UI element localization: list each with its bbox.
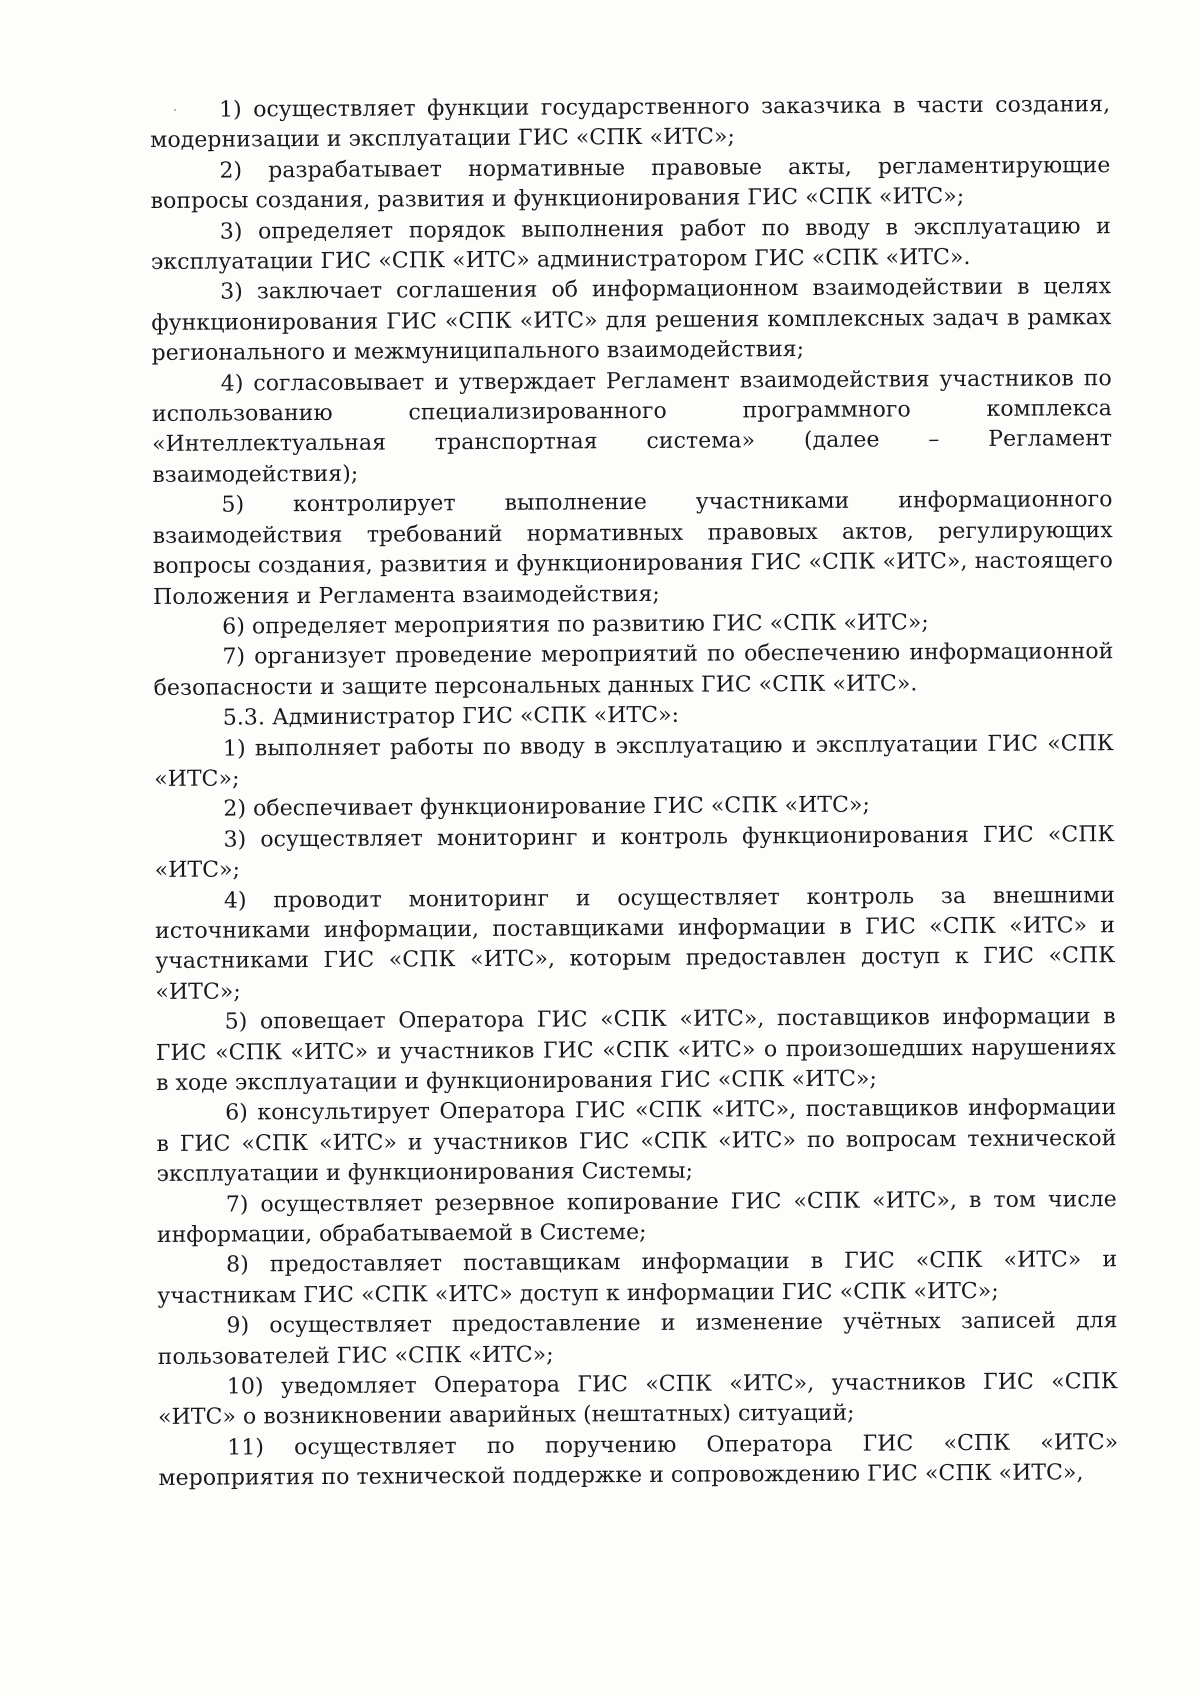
list-item: 11) осуществляет по поручению Оператора ГИС «СПК «ИТС» мероприятия по технической поддержке и сопровождению ГИС «СПК «ИТС», <box>158 1429 1119 1492</box>
list-item: 6) определяет мероприятия по развитию ГИС «СПК «ИТС»; <box>222 610 929 640</box>
list-item: 10) уведомляет Оператора ГИС «СПК «ИТС», участников ГИС «СПК «ИТС» о возникновении аварийных (нештатных) ситуаций; <box>157 1369 1118 1431</box>
list-item: 7) организует проведение мероприятий по обеспечению информационной безопасности и защите персональных данных ГИС «СПК «ИТС». <box>153 639 1114 701</box>
list-item: 7) осуществляет резервное копирование ГИС «СПК «ИТС», в том числе информации, обрабатываемой в Системе; <box>156 1186 1117 1249</box>
list-item: 2) разрабатывает нормативные правовые акты, регламентирующие вопросы создания, развития и функционирования ГИС «СПК «ИТС»; <box>150 152 1111 215</box>
list-item: 8) предоставляет поставщикам информации в ГИС «СПК «ИТС» и участникам ГИС «СПК «ИТС» доступ к информации ГИС «СПК «ИТС»; <box>157 1247 1118 1309</box>
list-item: 4) проводит мониторинг и осуществляет контроль за внешними источниками информации, поставщиками информации в ГИС «СПК «ИТС» и участниками ГИС «СПК «ИТС», которым предоставлен доступ к ГИС «СПК «ИТС»; <box>155 882 1116 1005</box>
list-item: 1) осуществляет функции государственного заказчика в части создания, модернизации и эксплуатации ГИС «СПК «ИТС»; <box>150 92 1111 154</box>
list-item: 3) определяет порядок выполнения работ по вводу в эксплуатацию и эксплуатации ГИС «СПК «ИТС» администратором ГИС «СПК «ИТС». <box>150 213 1111 276</box>
list-item: 5) контролирует выполнение участниками информационного взаимодействия требований нормативных правовых актов, регулирующих вопросы создания, развития и функционирования ГИС «СПК «ИТС», настоящего Положения и Регламента взаимодействия; <box>152 487 1113 610</box>
list-item: 2) обеспечивает функционирование ГИС «СПК «ИТС»; <box>223 792 871 822</box>
list-item: 1) выполняет работы по вводу в эксплуатацию и эксплуатации ГИС «СПК «ИТС»; <box>154 730 1115 792</box>
list-item: 5) оповещает Оператора ГИС «СПК «ИТС», поставщиков информации в ГИС «СПК «ИТС» и участников ГИС «СПК «ИТС» о произошедших нарушениях в ходе эксплуатации и функционирования ГИС «СПК «ИТС»; <box>155 1004 1116 1096</box>
list-item: 9) осуществляет предоставление и изменение учётных записей для пользователей ГИС «СПК «ИТС»; <box>157 1308 1118 1370</box>
list-item: 3) осуществляет мониторинг и контроль функционирования ГИС «СПК «ИТС»; <box>154 821 1115 884</box>
document-body <box>150 90 1119 1495</box>
list-item: 6) консультирует Оператора ГИС «СПК «ИТС», поставщиков информации в ГИС «СПК «ИТС» и участников ГИС «СПК «ИТС» по вопросам технической эксплуатации и функционирования Системы; <box>156 1095 1117 1188</box>
list-item: 4) согласовывает и утверждает Регламент взаимодействия участников по использованию специализированного программного комплекса «Интеллектуальная транспортная система» (далее – Регламент взаимодействия); <box>151 365 1113 488</box>
section-heading: 5.3. Администратор ГИС «СПК «ИТС»: <box>222 702 680 731</box>
list-item: 3) заключает соглашения об информационном взаимодействии в целях функционирования ГИС «СПК «ИТС» для решения комплексных задач в рамках регионального и межмуниципального взаимодействия; <box>151 274 1112 367</box>
